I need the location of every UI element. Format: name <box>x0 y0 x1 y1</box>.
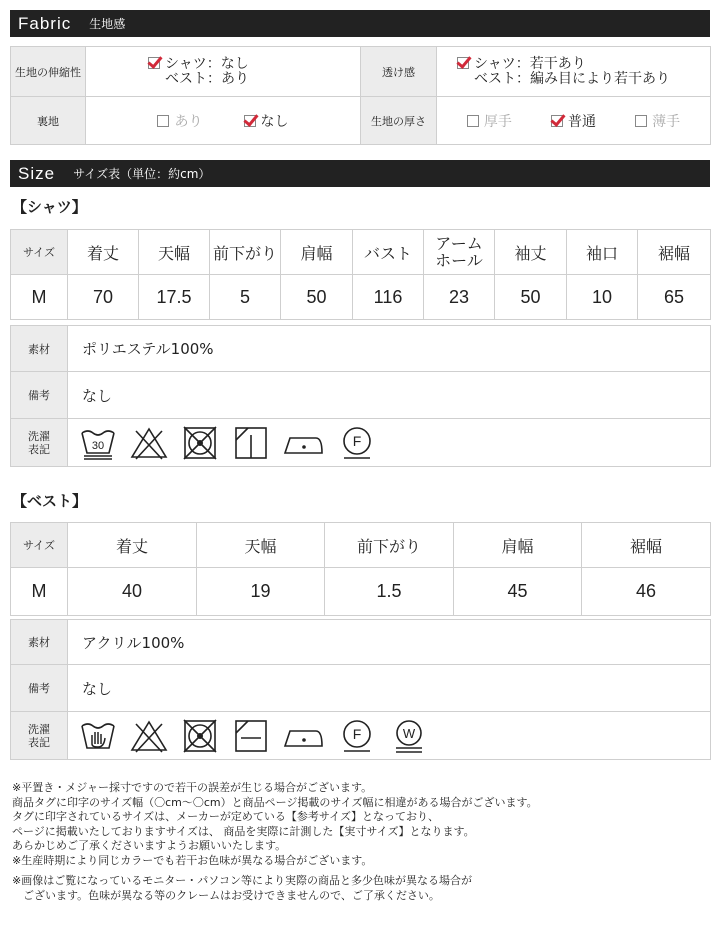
no-tumble-dry-icon <box>180 718 220 754</box>
thickness-option-thick: 厚手 <box>467 111 512 131</box>
shirt-detail-table <box>10 325 711 467</box>
shirt-header-shoulder: 肩幅 <box>281 230 353 275</box>
vest-size-label: サイズ <box>11 523 68 568</box>
vest-size-value: M <box>11 568 68 616</box>
no-bleach-icon <box>129 425 169 461</box>
shirt-wash-label: 洗濯 表記 <box>11 419 68 467</box>
shirt-value-shoulder: 50 <box>281 275 353 320</box>
lining-option-no: なし <box>244 111 289 131</box>
dry-clean-f-icon <box>337 718 377 754</box>
shirt-header-bust: バスト <box>353 230 424 275</box>
size-subtitle: サイズ表（単位：約cm） <box>73 167 211 181</box>
footnote: あらかじめご了承くださいますようお願いいたします。 <box>12 839 287 852</box>
shirt-value-cuff: 10 <box>567 275 638 320</box>
vest-value-front-drop: 1.5 <box>325 568 454 616</box>
shirt-header-length: 着丈 <box>68 230 139 275</box>
flat-dry-shade-icon <box>231 718 271 754</box>
vest-detail-table <box>10 619 711 760</box>
line-dry-shade-icon <box>231 425 271 461</box>
shirt-value-sleeve: 50 <box>495 275 567 320</box>
vest-material-label: 素材 <box>11 620 68 665</box>
fabric-title: Fabric <box>18 13 72 33</box>
vest-header-shoulder: 肩幅 <box>454 523 582 568</box>
size-title: Size <box>18 163 56 183</box>
footnote: 商品タグに印字のサイズ幅（〇cm〜〇cm）と商品ページ掲載のサイズ幅に相違がある場合がございます。 <box>12 795 538 809</box>
svg-text:F: F <box>353 725 362 742</box>
stretch-values: シャツ：なし ベスト：あり <box>86 47 361 97</box>
shirt-size-value: M <box>11 275 68 320</box>
size-header-bar <box>10 160 710 187</box>
footnote: ございます。色味が異なる等のクレームはお受けできませんので、ご了承ください。 <box>23 888 440 902</box>
footnote: ページに掲載いたしておりますサイズは、 商品を実際に計測した【実寸サイズ】となります。 <box>12 824 475 838</box>
lining-option-yes: あり <box>157 111 202 131</box>
stretch-label: 生地の伸縮性 <box>11 47 86 97</box>
shirt-value-armhole: 23 <box>424 275 495 320</box>
footnote: ※生産時期により同じカラーでも若干お色味が異なる場合がございます。 <box>12 853 373 867</box>
shirt-header-cuff: 袖口 <box>567 230 638 275</box>
svg-text:F: F <box>353 432 362 449</box>
shirt-value-front-drop: 5 <box>210 275 281 320</box>
shirt-size-table <box>10 229 711 320</box>
shirt-value-bust: 116 <box>353 275 424 320</box>
thickness-label: 生地の厚さ <box>361 97 437 145</box>
thickness-option-normal: 普通 <box>551 111 596 131</box>
wet-clean-w-icon <box>389 718 429 754</box>
iron-icon <box>282 425 326 461</box>
shirt-header-armhole: アーム ホール <box>424 230 495 275</box>
vest-material-value: アクリル100% <box>68 620 711 665</box>
no-bleach-icon <box>129 718 169 754</box>
vest-wash-icons <box>68 712 711 760</box>
iron-icon <box>282 718 326 754</box>
shirt-wash-icons <box>68 419 711 467</box>
shirt-material-value: ポリエステル100% <box>68 326 711 372</box>
vest-size-table <box>10 522 711 616</box>
shirt-notes-value: なし <box>68 372 711 419</box>
hand-wash-icon <box>78 718 118 754</box>
vest-notes-value: なし <box>68 665 711 712</box>
checkbox-checked <box>148 57 160 69</box>
shirt-size-label: サイズ <box>11 230 68 275</box>
shirt-header-front-drop: 前下がり <box>210 230 281 275</box>
vest-header-front-drop: 前下がり <box>325 523 454 568</box>
vest-value-hem: 46 <box>582 568 711 616</box>
vest-header-hem: 裾幅 <box>582 523 711 568</box>
vest-value-length: 40 <box>68 568 197 616</box>
footnote: ※画像はご覧になっているモニター・パソコン等により実際の商品と多少色味が異なる場合が <box>12 874 472 887</box>
no-tumble-dry-icon <box>180 425 220 461</box>
thickness-option-thin: 薄手 <box>635 111 680 131</box>
shirt-header-sleeve: 袖丈 <box>495 230 567 275</box>
dry-clean-f-icon <box>337 425 377 461</box>
fabric-table <box>10 46 711 145</box>
vest-header-length: 着丈 <box>68 523 197 568</box>
shirt-value-neck-width: 17.5 <box>139 275 210 320</box>
footnotes <box>12 781 712 903</box>
shirt-material-label: 素材 <box>11 326 68 372</box>
svg-text:W: W <box>402 725 415 741</box>
sheer-label: 透け感 <box>361 47 437 97</box>
footnote: タグに印字されているサイズは、メーカーが定めている【参考サイズ】となっており、 <box>12 810 440 823</box>
footnote: ※平置き・メジャー採寸ですので若干の誤差が生じる場合がございます。 <box>12 781 373 794</box>
shirt-header-neck-width: 天幅 <box>139 230 210 275</box>
shirt-section-title: 【シャツ】 <box>12 198 87 216</box>
lining-options <box>86 97 361 145</box>
checkbox-checked <box>457 57 469 69</box>
wash-30-icon <box>78 425 118 461</box>
vest-value-neck-width: 19 <box>197 568 325 616</box>
vest-notes-label: 備考 <box>11 665 68 712</box>
thickness-options <box>437 97 711 145</box>
vest-wash-label: 洗濯 表記 <box>11 712 68 760</box>
shirt-header-hem: 裾幅 <box>638 230 711 275</box>
vest-section-title: 【ベスト】 <box>12 492 88 510</box>
fabric-subtitle: 生地感 <box>89 17 126 31</box>
shirt-value-hem: 65 <box>638 275 711 320</box>
svg-text:30: 30 <box>91 439 105 452</box>
sheer-values: シャツ：若干あり ベスト：編み目により若干あり <box>437 47 711 97</box>
shirt-notes-label: 備考 <box>11 372 68 419</box>
vest-header-neck-width: 天幅 <box>197 523 325 568</box>
fabric-header-bar <box>10 10 710 37</box>
vest-value-shoulder: 45 <box>454 568 582 616</box>
lining-label: 裏地 <box>11 97 86 145</box>
shirt-value-length: 70 <box>68 275 139 320</box>
